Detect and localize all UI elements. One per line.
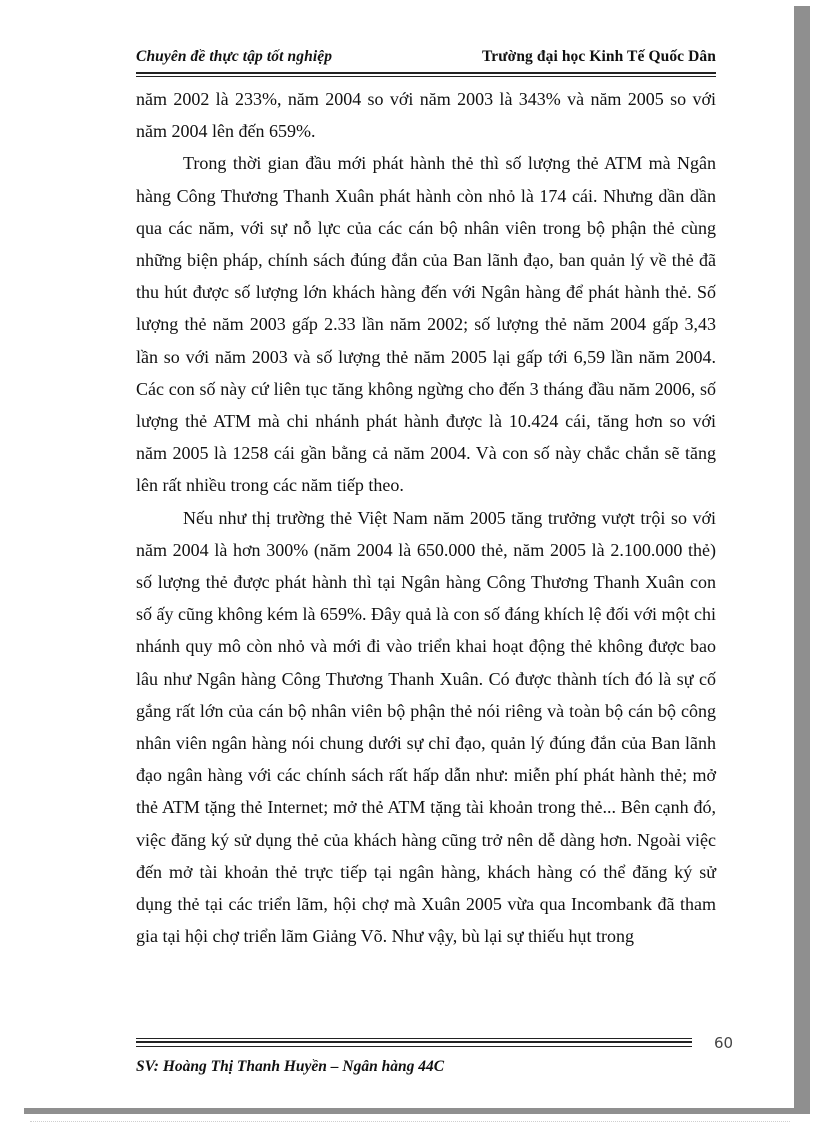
header-university: Trường đại học Kinh Tế Quốc Dân — [481, 48, 716, 65]
footer-student-name: SV: Hoàng Thị Thanh Huyền – Ngân hàng 44C — [136, 1058, 445, 1075]
footer-rule-middle — [136, 1041, 692, 1043]
header-rule-thin — [136, 76, 716, 77]
body-text — [136, 83, 716, 952]
page-shadow-bottom — [24, 1108, 810, 1114]
footer-rule-bottom — [136, 1046, 692, 1047]
footer-rule-top — [136, 1038, 692, 1039]
page-number: 60 — [714, 1034, 734, 1052]
paragraph-market-comparison: Nếu như thị trường thẻ Việt Nam năm 2005 tăng trưởng vượt trội so với năm 2004 là hơn 300% (năm 2004 là 650.000 thẻ, năm 2005 là 2.100.000 thẻ) số lượng thẻ được phát hành thì tại Ngân hàng Công Thương Thanh Xuân con số ấy cũng không kém là 659%. Đây quả là con số đáng khích lệ đối với một chi nhánh quy mô còn nhỏ và mới đi vào triển khai hoạt động thẻ không được bao lâu như Ngân hàng Công Thương Thanh Xuân. Có được thành tích đó là sự cố gắng rất lớn của cán bộ nhân viên bộ phận thẻ nói riêng và toàn bộ cán bộ công nhân viên ngân hàng nói chung dưới sự chỉ đạo, quản lý đúng đắn của Ban lãnh đạo ngân hàng với các chính sách rất hấp dẫn như: miễn phí phát hành thẻ; mở thẻ ATM tặng thẻ Internet; mở thẻ ATM tặng tài khoản trong thẻ... Bên cạnh đó, việc đăng ký sử dụng thẻ của khách hàng cũng trở nên dễ dàng hơn. Ngoài việc đến mở tài khoản thẻ trực tiếp tại ngân hàng, khách hàng có thể đăng ký sử dụng thẻ tại các triển lãm, hội chợ mà Xuân 2005 vừa qua Incombank đã tham gia tại hội chợ triển lãm Giảng Võ. Như vậy, bù lại sự thiếu hụt trong — [136, 507, 716, 947]
page-shadow-right — [794, 6, 810, 1114]
header-rule-thick — [136, 72, 716, 74]
page-bottom-dotted-border — [30, 1121, 790, 1122]
paragraph-continuation: năm 2002 là 233%, năm 2004 so với năm 2003 là 343% và năm 2005 so với năm 2004 lên đến 659%. — [136, 89, 716, 142]
page-header — [136, 48, 716, 66]
paragraph-card-growth: Trong thời gian đầu mới phát hành thẻ thì số lượng thẻ ATM mà Ngân hàng Công Thương Thanh Xuân phát hành còn nhỏ là 174 cái. Nhưng dần dần qua các năm, với sự nỗ lực của các cán bộ nhân viên trong bộ phận thẻ cùng những biện pháp, chính sách đúng đắn của Ban lãnh đạo, ban quản lý về thẻ đã thu hút được số lượng lớn khách hàng đến với Ngân hàng để phát hành thẻ. Số lượng thẻ năm 2003 gấp 2.33 lần năm 2002; số lượng thẻ năm 2004 gấp 3,43 lần so với năm 2003 và số lượng thẻ năm 2005 lại gấp tới 6,59 lần năm 2004. Các con số này cứ liên tục tăng không ngừng cho đến 3 tháng đầu năm 2006, số lượng thẻ ATM mà chi nhánh phát hành được là 10.424 cái, tăng hơn so với năm 2005 là 1258 cái gần bằng cả năm 2004. Và con số này chắc chắn sẽ tăng lên rất nhiều trong các năm tiếp theo. — [136, 153, 716, 496]
header-report-title: Chuyên đề thực tập tốt nghiệp — [136, 48, 333, 65]
